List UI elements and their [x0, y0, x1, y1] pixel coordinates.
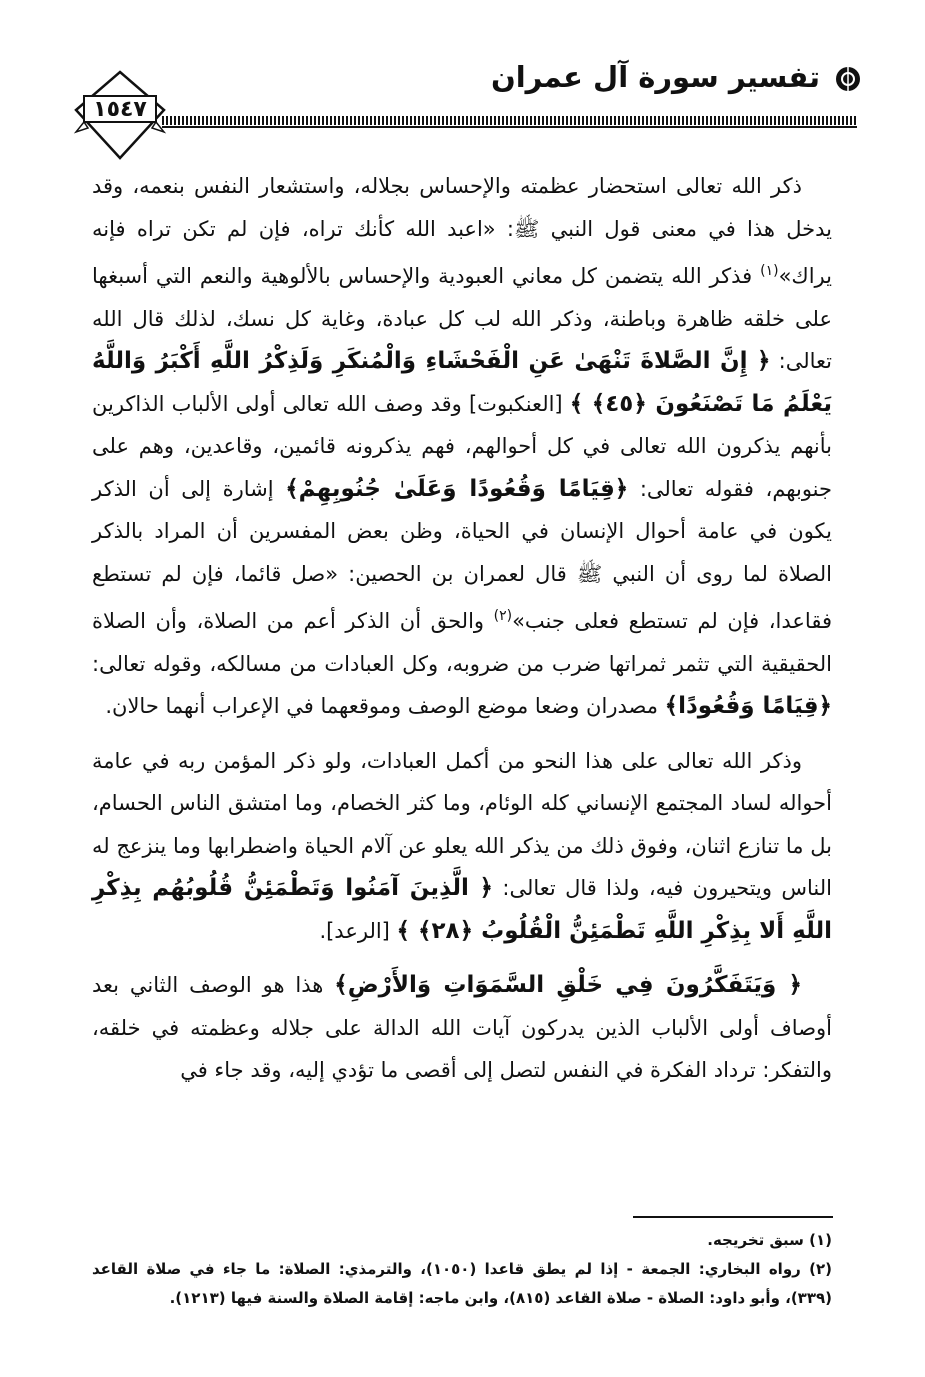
- header-rule-line: [162, 126, 857, 128]
- text-run: إشارة إلى أن الذكر يكون في عامة أحوال الإنسان في الحياة، وظن بعض المفسرين أن المراد بالذكر الصلاة لما روى أن النبي ﷺ قال لعمران بن الحصين: «صل قائما، فإن لم تستطع فقاعدا، فإن لم تستطع فعلى جنب»: [92, 476, 832, 633]
- text-run: فذكر الله يتضمن كل معاني العبودية والإحساس بالألوهية والنعم التي أسبغها على خلقه ظاهرة وباطنة، وذكر الله لب كل عبادة، وغاية كل نسك، لذلك قال الله تعالى:: [92, 264, 832, 373]
- header-title: تفسير سورة آل عمران: [490, 60, 820, 94]
- quran-verse: ﴿قِيَامًا وَقُعُودًا﴾: [664, 693, 832, 719]
- body-text: [92, 165, 832, 1092]
- quran-verse: ﴿ الَّذِينَ آمَنُوا وَتَطْمَئِنُّ قُلُوبُهُم بِذِكْرِ اللَّهِ أَلا بِذِكْرِ اللَّهِ تَطْمَئِنُّ الْقُلُوبُ ﴿٢٨﴾ ﴾: [92, 875, 832, 944]
- page-number: ١٥٤٧: [93, 97, 147, 122]
- text-run: ذكر الله تعالى استحضار عظمته والإحساس بجلاله، واستشعار النفس بنعمه، وقد يدخل هذا في معنى قول النبي ﷺ: «اعبد الله كأنك تراه، فإن لم تكن تراه فإنه يراك»: [92, 174, 832, 288]
- footnote-separator: [633, 1216, 833, 1218]
- text-run: هذا هو الوصف الثاني بعد أوصاف أولى الألباب الذين يدركون آيات الله الدالة على جلاله وعظمته في خلقه، والتفكر: ترداد الفكرة في النفس لتصل إلى أقصى ما تؤدي إليه، وقد جاء في: [92, 973, 832, 1082]
- text-run: مصدران وضعا موضع الوصف وموقعهما في الإعراب أنهما حالان.: [105, 694, 665, 718]
- quran-verse: ﴿ إِنَّ الصَّلاةَ تَنْهَىٰ عَنِ الْفَحْشَاءِ وَالْمُنكَرِ وَلَذِكْرُ اللَّهِ أَكْبَرُ وَاللَّهُ يَعْلَمُ مَا تَصْنَعُونَ ﴿٤٥﴾ ﴾: [92, 348, 832, 417]
- footnotes: [92, 1226, 832, 1313]
- text-run: [العنكبوت] وقد وصف الله تعالى أولى الألباب الذاكرين بأنهم يذكرون الله تعالى في كل أحوالهم، فهم يذكرونه قائمين، وقاعدين، وهم على جنوبهم، فقوله تعالى:: [92, 391, 832, 501]
- text-run: [الرعد].: [319, 918, 397, 943]
- header-rule: [162, 116, 857, 125]
- footnote-ref-1: (١): [760, 263, 779, 279]
- paragraph-1: [92, 165, 832, 728]
- paragraph-3: [92, 964, 832, 1092]
- text-run: وذكر الله تعالى على هذا النحو من أكمل العبادات، ولو ذكر المؤمن ربه في عامة أحواله لساد المجتمع الإنساني كله الوئام، وما كثر الخصام، وما امتشق الناس الحسام، بل ما تنازع اثنان، وفوق ذلك من يذكر الله يعلو عن آلام الحياة واضطرابها وما ينزعج له الناس ويتحيرون فيه، ولذا قال تعالى:: [92, 748, 832, 900]
- paragraph-2: [92, 740, 832, 953]
- text-run: والحق أن الذكر أعم من الصلاة، وأن الصلاة الحقيقية التي تثمر ثمراتها ضرب من ضروبه، وكل العبادات من مسالكه، وقوله تعالى:: [92, 609, 832, 676]
- ornament-icon: [833, 64, 863, 94]
- quran-verse: ﴿ وَيَتَفَكَّرُونَ فِي خَلْقِ السَّمَوَاتِ وَالأَرْضِ﴾: [334, 972, 803, 998]
- footnote-ref-2: (٢): [493, 608, 513, 624]
- quran-verse: ﴿قِيَامًا وَقُعُودًا وَعَلَىٰ جُنُوبِهِمْ﴾: [285, 475, 629, 502]
- footnote-2: (٢) رواه البخاري: الجمعة - إذا لم يطق قاعدا (١٠٥٠)، والترمذي: الصلاة: ما جاء في صلاة القاعد (٣٣٩)، وأبو داود: الصلاة - صلاة القاعد (٨١٥)، وابن ماجه: إقامة الصلاة والسنة فيها (١٢١٣).: [92, 1260, 832, 1307]
- footnote-1: (١) سبق تخريجه.: [707, 1231, 832, 1249]
